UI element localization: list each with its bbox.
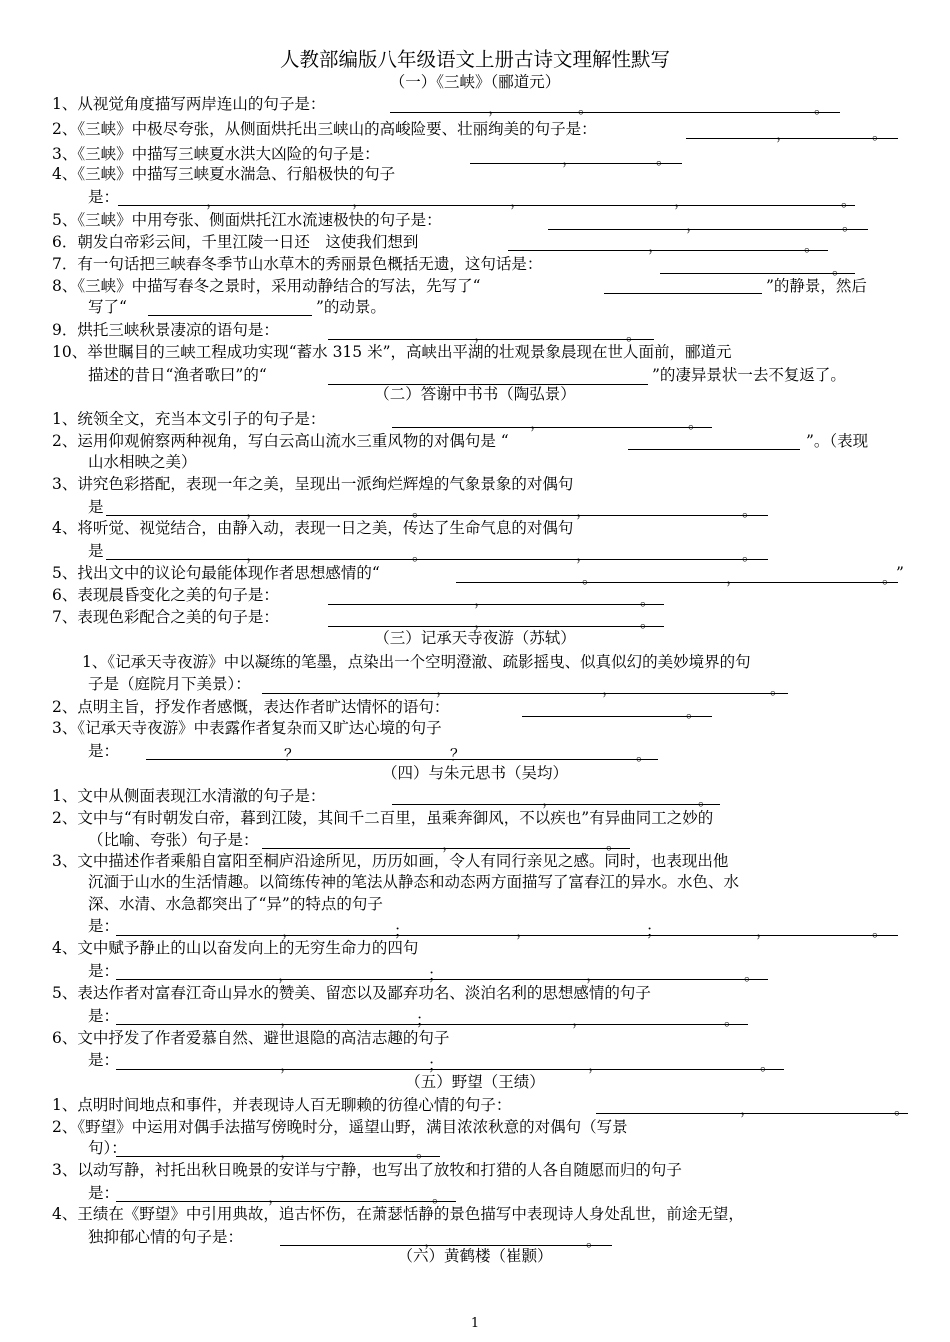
question-text: 4、王绩在《野望》中引用典故，追古怀伤，在萧瑟恬静的景色描写中表现诗人身处乱世，前途无望， [52,1205,744,1223]
question-text: 是： [88,1007,120,1025]
blank-punctuation: 。 [770,680,786,698]
blank-punctuation: ， [246,502,262,520]
blank-punctuation: 。 [742,546,758,564]
page-title: 人教部编版八年级语文上册古诗文理解性默写 [279,48,670,71]
answer-blank[interactable] [508,250,828,251]
answer-blank[interactable] [660,273,855,274]
question-text: 2、点明主旨，抒发作者感慨，表达作者旷达情怀的语句： [52,698,450,716]
question-text: 山水相映之美） [88,453,197,471]
blank-punctuation: ， [488,99,504,117]
blank-punctuation: ， [516,922,532,940]
blank-punctuation: 。 [872,922,888,940]
blank-punctuation: 。 [804,237,820,255]
blank-punctuation: ？ [284,746,300,764]
question-text: 描述的昔日“渔者歌曰”的“ [88,366,267,384]
blank-punctuation: 。 [744,966,760,984]
question-text: 4、《三峡》中描写三峡夏水湍急、行船极快的句子 [52,165,396,183]
section-heading: （四）与朱元思书（吴均） [381,764,568,782]
answer-blank[interactable] [148,315,312,316]
question-text: 是： [88,742,120,760]
question-text: 5、找出文中的议论句最能体现作者思想感情的“ [52,564,380,582]
blank-punctuation: ， [542,791,558,809]
blank-punctuation: ， [278,966,294,984]
blank-punctuation: ， [424,1232,440,1250]
question-text: 7．有一句话把三峡春冬季节山水草木的秀丽景色概括无遗，这句话是： [52,255,543,273]
answer-blank[interactable] [686,138,898,139]
question-text: 4、将听觉、视觉结合，由静入动，表现一日之美，传达了生命气息的对偶句 [52,519,574,537]
blank-punctuation: ， [648,237,664,255]
answer-blank[interactable] [548,229,868,230]
answer-blank[interactable] [390,112,840,113]
blank-punctuation: 。 [582,569,598,587]
question-text: 7、表现色彩配合之美的句子是： [52,608,279,626]
question-text: ”的静景，然后 [766,277,867,295]
blank-punctuation: ， [726,569,742,587]
question-text: 深、水清、水急都突出了“异”的特点的句子 [88,895,383,913]
answer-blank[interactable] [628,449,800,450]
blank-punctuation: 。 [626,326,642,344]
question-text: ” [896,564,904,582]
question-text: 1、《记承天寺夜游》中以凝练的笔墨，点染出一个空明澄澈、疏影摇曳、似真似幻的美妙境界的句 [82,653,751,671]
question-text: 4、文中赋予静止的山以奋发向上的无穷生命力的四句 [52,939,419,957]
answer-blank[interactable] [604,293,762,294]
answer-blank[interactable] [328,604,664,605]
question-text: 句）： [88,1139,127,1157]
question-text: 8、《三峡》中描写春冬之景时，采用动静结合的写法，先写了“ [52,277,481,295]
section-heading: （六）黄鹤楼（崔颢） [397,1247,553,1265]
blank-punctuation: 。 [412,546,428,564]
answer-blank[interactable] [116,935,898,936]
question-text: 是： [88,917,120,935]
blank-punctuation: ， [576,502,592,520]
answer-blank[interactable] [116,1024,748,1025]
blank-punctuation: 。 [841,192,857,210]
blank-punctuation: ， [602,680,618,698]
page-number: 1 [470,1316,480,1331]
blank-punctuation: ， [686,216,702,234]
question-text: 6．朝发白帝彩云间，千里江陵一日还 这使我们想到 [52,233,419,251]
blank-punctuation: 。 [640,613,656,631]
answer-blank[interactable] [522,716,712,717]
blank-punctuation: ， [280,1011,296,1029]
blank-punctuation: 。 [412,502,428,520]
blank-punctuation: 。 [686,703,702,721]
blank-punctuation: 。 [688,414,704,432]
question-text: 写了“ [88,298,127,316]
blank-punctuation: ， [572,1011,588,1029]
answer-blank[interactable] [116,1156,440,1157]
blank-punctuation: ； [428,1056,444,1074]
blank-punctuation: ， [586,966,602,984]
blank-punctuation: 。 [724,1011,740,1029]
blank-punctuation: ， [246,546,262,564]
question-text: 3、《三峡》中描写三峡夏水洪大凶险的句子是： [52,145,380,163]
blank-punctuation: 。 [832,260,848,278]
blank-punctuation: 。 [586,1232,602,1250]
question-text: 10、举世瞩目的三峡工程成功实现“蓄水 315 米”，高峡出平湖的壮观景象晨现在世人面前，郦道元 [52,343,732,361]
answer-blank[interactable] [116,1201,456,1202]
question-text: 9．烘托三峡秋景凄凉的语句是： [52,321,279,339]
blank-punctuation: ； [416,1011,432,1029]
blank-punctuation: ， [740,1100,756,1118]
question-text: ”。（表现 [806,432,869,450]
question-text: 1、文中从侧面表现江水清澈的句子是： [52,787,326,805]
section-heading: （五）野望（王绩） [405,1073,545,1091]
section-heading: （三）记承天寺夜游（苏轼） [374,629,576,647]
answer-blank[interactable] [118,205,855,206]
answer-blank[interactable] [280,1245,612,1246]
blank-punctuation: 。 [894,1100,910,1118]
question-text: 是 [88,498,104,516]
blank-punctuation: 。 [872,125,888,143]
blank-punctuation: ， [562,150,578,168]
answer-blank[interactable] [116,1069,784,1070]
blank-punctuation: ， [352,192,368,210]
blank-punctuation: 。 [814,99,830,117]
question-text: 6、文中抒发了作者爱慕自然、避世退隐的高洁志趣的句子 [52,1029,450,1047]
blank-punctuation: ， [530,414,546,432]
question-text: 沉湎于山水的生活情趣。以简练传神的笔法从静态和动态两方面描写了富春江的异水。水色、水 [88,873,740,891]
blank-punctuation: ； [428,966,444,984]
question-text: 3、以动写静，衬托出秋日晚景的安详与宁静，也写出了放牧和打猎的人各自随愿而归的句子 [52,1161,682,1179]
blank-punctuation: ， [776,125,792,143]
blank-punctuation: ， [576,546,592,564]
blank-punctuation: ， [510,192,526,210]
question-text: 2、《野望》中运用对偶手法描写傍晚时分，遥望山野，满目浓浓秋意的对偶句（写景 [52,1118,628,1136]
question-text: （比喻、夸张）句子是： [88,831,259,849]
question-text: 3、文中描述作者乘船自富阳至桐庐沿途所见，历历如画，令人有同行亲见之感。同时，也表现出他 [52,852,729,870]
blank-punctuation: ， [268,1188,284,1206]
blank-punctuation: ， [280,1143,296,1161]
blank-punctuation: 。 [882,569,898,587]
question-text: ”的凄异景状一去不复返了。 [652,366,846,384]
blank-punctuation: ， [474,326,490,344]
blank-punctuation: ， [206,192,222,210]
blank-punctuation: ； [394,922,410,940]
blank-punctuation: ， [474,613,490,631]
question-text: 2、《三峡》中极尽夸张，从侧面烘托出三峡山的高峻险要、壮丽绚美的句子是： [52,120,597,138]
question-text: 1、点明时间地点和事件，并表现诗人百无聊赖的彷徨心情的句子： [52,1096,512,1114]
question-text: ”的动景。 [316,298,386,316]
blank-punctuation: ， [436,680,452,698]
answer-blank[interactable] [146,759,658,760]
question-text: 2、文中与“有时朝发白帝，暮到江陵，其间千二百里，虽乘奔御风，不以疾也”有异曲同工之妙的 [52,809,714,827]
blank-punctuation: 。 [842,216,858,234]
blank-punctuation: 。 [656,150,672,168]
question-text: 3、讲究色彩搭配，表现一年之美，呈现出一派绚烂辉煌的气象景象的对偶句 [52,475,574,493]
answer-blank[interactable] [106,559,768,560]
blank-punctuation: 。 [432,1188,448,1206]
section-heading: （一）《三峡》（郦道元） [389,73,561,91]
question-text: 1、统领全文，充当本文引子的句子是： [52,410,326,428]
blank-punctuation: 。 [606,835,622,853]
blank-punctuation: ？ [450,746,466,764]
answer-blank[interactable] [328,384,648,385]
blank-punctuation: 。 [640,591,656,609]
question-text: 是： [88,1184,120,1202]
question-text: 5、《三峡》中用夸张、侧面烘托江水流速极快的句子是： [52,211,442,229]
question-text: 是： [88,1051,120,1069]
answer-blank[interactable] [262,693,788,694]
answer-blank[interactable] [328,339,654,340]
question-text: 5、表达作者对富春江奇山异水的赞美、留恋以及鄙弃功名、淡泊名利的思想感情的句子 [52,984,651,1002]
blank-punctuation: 。 [578,99,594,117]
question-text: 是： [88,188,120,206]
blank-punctuation: 。 [760,1056,776,1074]
blank-punctuation: ， [280,1056,296,1074]
blank-punctuation: ； [646,922,662,940]
answer-blank[interactable] [392,427,712,428]
blank-punctuation: 。 [636,746,652,764]
answer-blank[interactable] [106,515,768,516]
question-text: 2、运用仰观俯察两种视角，写白云高山流水三重风物的对偶句是 “ [52,432,509,450]
blank-punctuation: ， [474,591,490,609]
question-text: 独抑郁心情的句子是： [88,1228,244,1246]
answer-blank[interactable] [328,626,664,627]
blank-punctuation: 。 [742,502,758,520]
question-text: 3、《记承天寺夜游》中表露作者复杂而又旷达心境的句子 [52,719,442,737]
blank-punctuation: ， [442,835,458,853]
section-heading: （二）答谢中书书（陶弘景） [374,385,576,403]
blank-punctuation: 。 [416,1143,432,1161]
question-text: 是： [88,962,120,980]
blank-punctuation: ， [756,922,772,940]
blank-punctuation: ， [588,1056,604,1074]
question-text: 6、表现晨昏变化之美的句子是： [52,586,279,604]
question-text: 1、从视觉角度描写两岸连山的句子是： [52,95,326,113]
question-text: 是 [88,542,104,560]
blank-punctuation: 。 [698,791,714,809]
question-text: 子是（庭院月下美景）： [88,675,251,693]
blank-punctuation: ， [282,922,298,940]
answer-blank[interactable] [456,582,898,583]
blank-punctuation: ， [674,192,690,210]
